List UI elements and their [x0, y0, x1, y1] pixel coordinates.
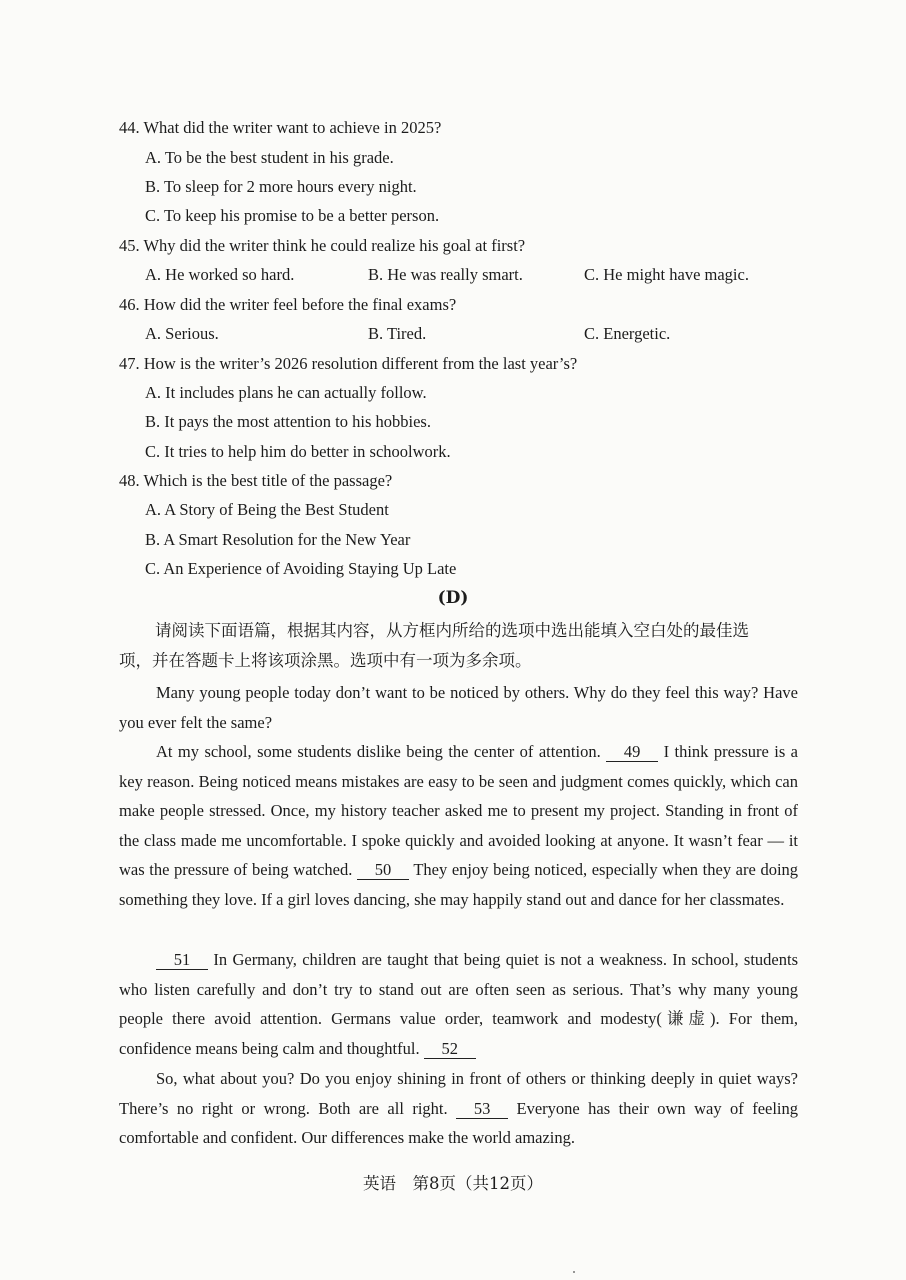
blank-50: 50 — [357, 860, 409, 880]
question-44-option-a: A. To be the best student in his grade. — [145, 148, 394, 167]
blank-51: 51 — [156, 950, 208, 970]
question-46-stem: 46. How did the writer feel before the final exams? — [119, 295, 457, 314]
section-d-title: (D) — [437, 588, 469, 608]
page-footer: 英语 第8页（共12页） — [363, 1174, 543, 1193]
question-46-option-a: A. Serious. — [145, 324, 219, 343]
paragraph-2-text-b: I think pressure is a key reason. Being noticed means mistakes are easy to be seen and judgment comes quickly, which can make people stressed. Once, my history teacher asked me to present my project. Standing in front of the class made me uncomfortable. I spoke quickly and avoided looking at anyone. It wasn’t fear — it was the pressure of being watched. — [119, 742, 799, 880]
question-45-option-a: A. He worked so hard. — [145, 265, 295, 284]
scan-speck — [573, 1271, 575, 1273]
blank-53: 53 — [456, 1099, 508, 1119]
paragraph-2-text-a: At my school, some students dislike being the center of attention. — [156, 742, 601, 761]
blank-49: 49 — [606, 742, 658, 762]
question-44-option-b: B. To sleep for 2 more hours every night. — [145, 177, 417, 196]
question-47-option-a: A. It includes plans he can actually follow. — [145, 383, 427, 402]
paragraph-4-text-b: Everyone has their own way of feeling comfortable and confident. Our differences make the world amazing. — [119, 1098, 799, 1148]
question-48-stem: 48. Which is the best title of the passage? — [119, 471, 393, 490]
question-48-option-c: C. An Experience of Avoiding Staying Up Late — [145, 559, 457, 578]
question-44-option-c: C. To keep his promise to be a better person. — [145, 206, 440, 225]
question-47-option-b: B. It pays the most attention to his hobbies. — [145, 412, 431, 431]
question-45-option-b: B. He was really smart. — [368, 265, 523, 284]
question-47-option-c: C. It tries to help him do better in schoolwork. — [145, 442, 451, 461]
question-48-option-a: A. A Story of Being the Best Student — [145, 500, 389, 519]
passage-paragraph-1: Many young people today don’t want to be noticed by others. Why do they feel this way? Have you ever felt the same? — [119, 683, 798, 732]
question-45-option-c: C. He might have magic. — [584, 265, 749, 284]
question-45-stem: 45. Why did the writer think he could realize his goal at first? — [119, 236, 526, 255]
paragraph-2-text-c: They enjoy being noticed, especially when they are doing something they love. If a girl loves dancing, she may happily stand out and dance for her classmates. — [119, 860, 799, 909]
section-d-instruction-line1: 请阅读下面语篇，根据其内容，从方框内所给的选项中选出能填入空白处的最佳选 — [155, 621, 749, 640]
passage-paragraph-2 — [119, 737, 798, 915]
question-44-stem: 44. What did the writer want to achieve in 2025? — [119, 118, 442, 137]
question-46-option-c: C. Energetic. — [584, 324, 671, 343]
blank-52: 52 — [424, 1039, 476, 1059]
passage-paragraph-3 — [119, 945, 798, 1063]
paragraph-3-text: In Germany, children are taught that being quiet is not a weakness. In school, students who listen carefully and don’t try to stand out are often seen as serious. That’s why many young people there avoid attention. Germans value order, teamwork and modesty(谦虚). For them, confidence means being calm and thoughtful. — [119, 950, 799, 1058]
paragraph-4-text-a: So, what about you? Do you enjoy shining in front of others or thinking deeply in quiet ways? There’s no right or wrong. Both are all right. — [119, 1069, 798, 1118]
passage-paragraph-4 — [119, 1064, 798, 1153]
question-46-option-b: B. Tired. — [368, 324, 427, 343]
section-d-instruction-line2: 项，并在答题卡上将该项涂黑。选项中有一项为多余项。 — [119, 651, 532, 670]
question-48-option-b: B. A Smart Resolution for the New Year — [145, 530, 411, 549]
question-47-stem: 47. How is the writer’s 2026 resolution different from the last year’s? — [119, 354, 578, 373]
